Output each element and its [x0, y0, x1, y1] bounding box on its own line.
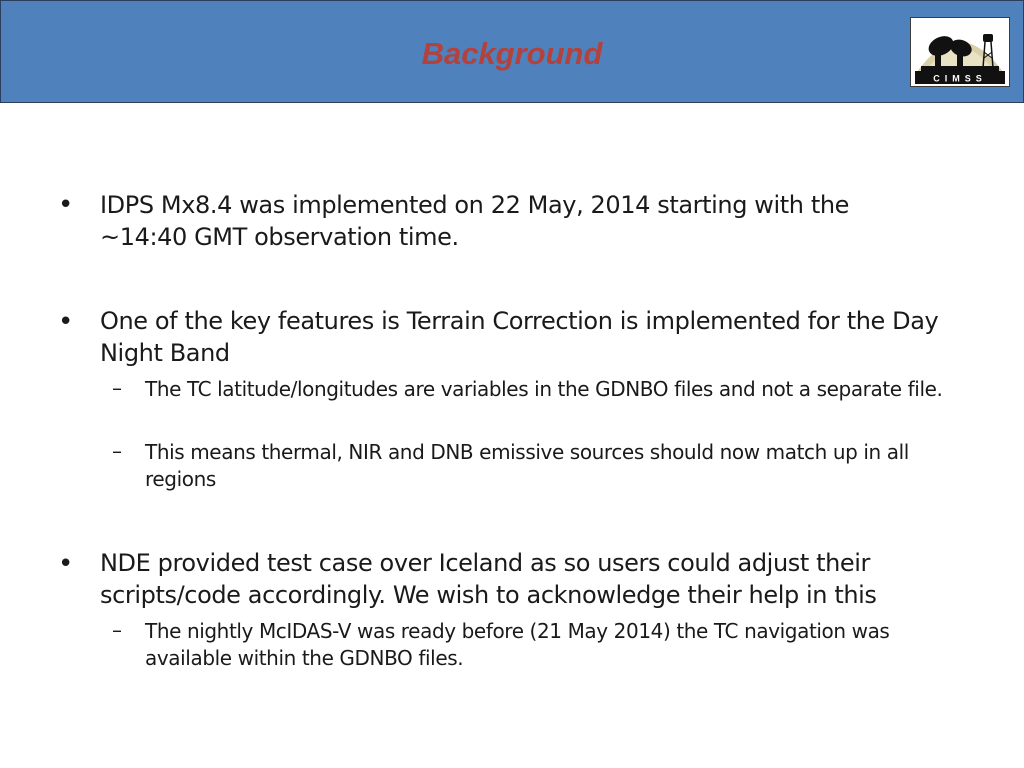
bullet-text: One of the key features is Terrain Correction is implemented for the Day Night Band — [100, 307, 939, 367]
bullet-marker: • — [58, 190, 74, 220]
sub-bullet-text: The nightly McIDAS-V was ready before (21 May 2014) the TC navigation was available within the GDNBO files. — [145, 619, 890, 670]
sub-bullet-marker: – — [112, 618, 122, 642]
bullet-text: NDE provided test case over Iceland as so users could adjust their scripts/code accordingly. We wish to acknowledge their help in this — [100, 549, 877, 609]
bullet-marker: • — [58, 307, 74, 337]
bullet-text: IDPS Mx8.4 was implemented on 22 May, 2014 starting with the ~14:40 GMT observation time. — [100, 191, 850, 251]
slide-title: Background — [421, 36, 603, 71]
logo-text: CIMSS — [933, 73, 987, 84]
sub-bullet-text: The TC latitude/longitudes are variables in the GDNBO files and not a separate file. — [145, 377, 943, 401]
bullet-marker: • — [58, 549, 74, 579]
sub-bullet-marker: – — [112, 439, 122, 463]
sub-bullet-text: This means thermal, NIR and DNB emissive sources should now match up in all regions — [145, 440, 909, 491]
sub-bullet-marker: – — [112, 376, 122, 400]
